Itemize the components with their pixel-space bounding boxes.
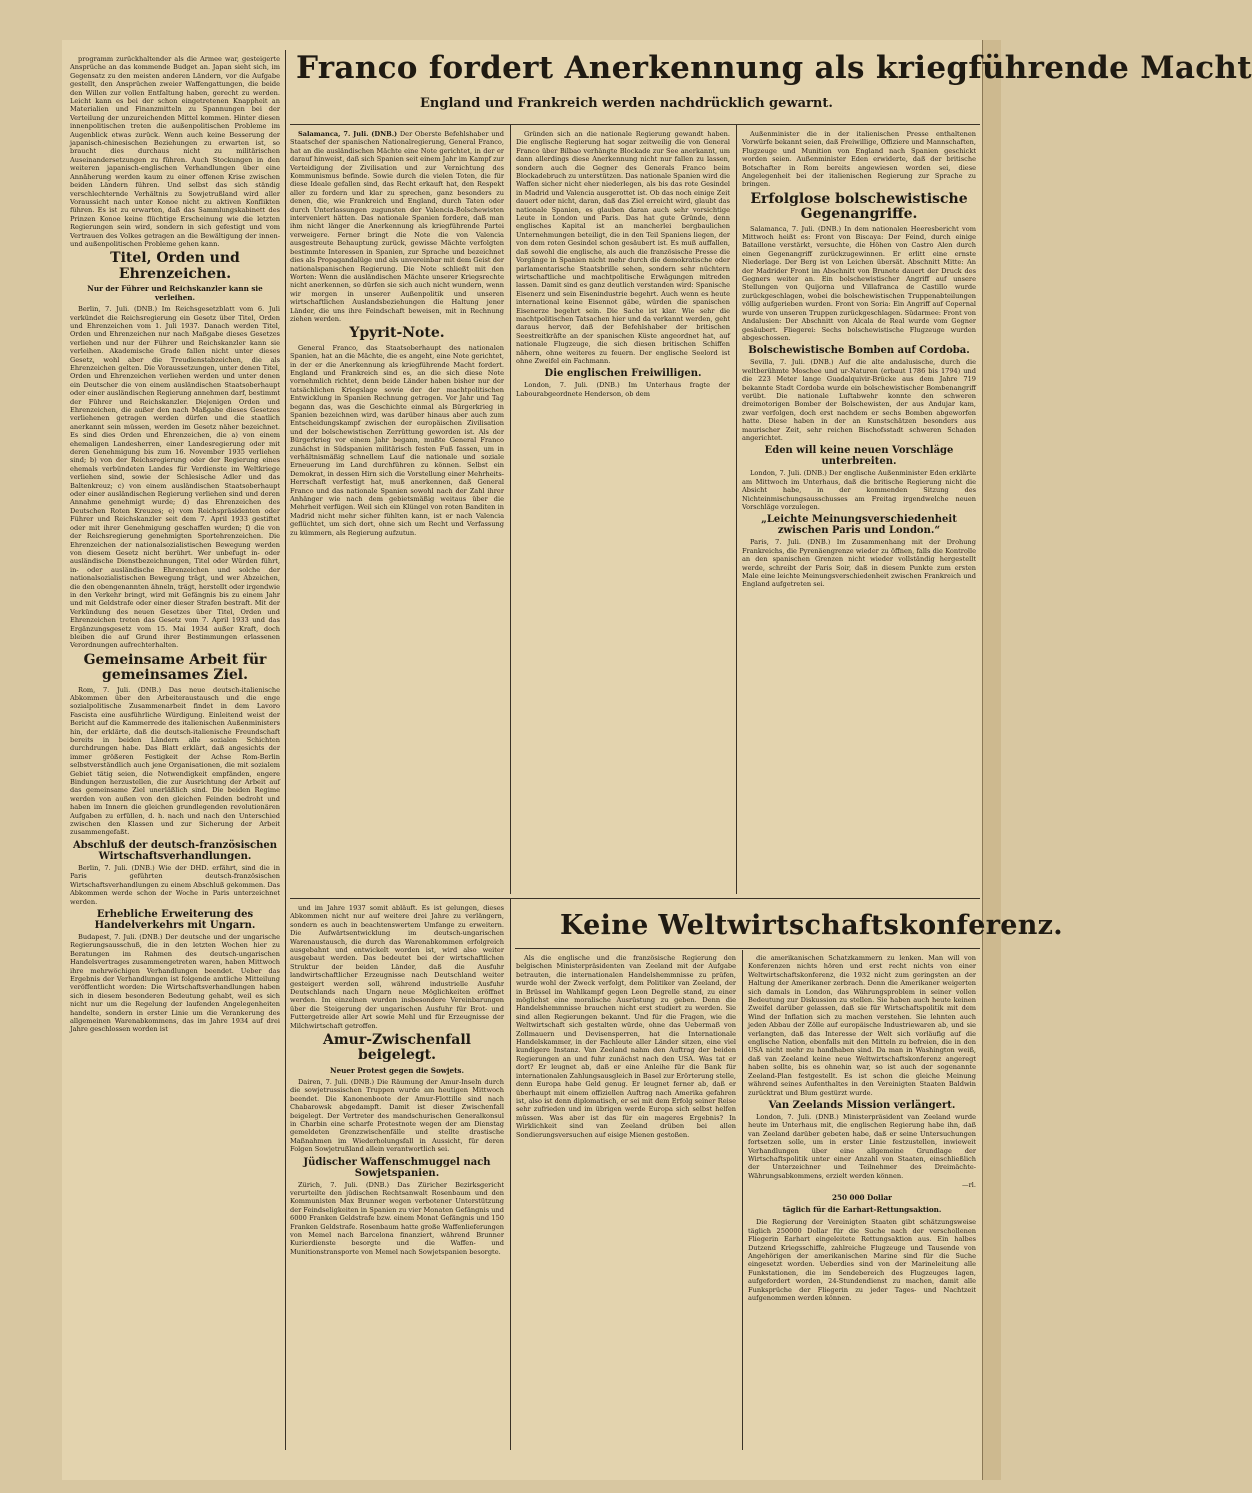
- lead-dateline: Salamanca, 7. Juli. (DNB.): [298, 130, 398, 138]
- lead-article-start: [290, 130, 504, 323]
- lead-column-3: [742, 130, 976, 890]
- lead-article-text: Der Oberste Befehlshaber und Staatschef der spanischen Nationalregierung, General Franco, hat an die ausländischen Mächte eine Note gerichtet, in der er darauf hinweist, daß sich Spanien seit einem Jahr im Kampf zur Verteidigung der Zivilisation und zur Vernichtung des Kommunismus befinde. Sowie durch die vielen Toten, die für diese Ideale gefallen sind, das Recht erkauft hat, den Respekt aller zu fordern und klar zu sprechen, ganz besonders zu denen, die, wie Frankreich und England, durch Taten oder durch Unterlassungen zugunsten der Valencia-Bolschewisten interveniert hätten. Das nationale Spanien fordere, daß man ihm nicht länger die Anerkennung als kriegführende Partei verweigere. Ferner bringt die Note die von Valencia ausgestreute Behauptung zurück, gewisse Mächte verfolgten bestimmte Interessen in Spanien, zur Sprache und bezeichnet dies als Propagandalüge und als unvereinbar mit dem Geist der nationalspanischen Regierung. Die Note schließt mit den Worten: Wenn die ausländischen Mächte unserer Kriegsrechte nicht anerkennen, so dürfen sie sich auch nicht wundern, wenn wir morgen in unserer Außenpolitik und unseren wirtschaftlichen Auslandsbeziehungen die Haltung jener Länder, die uns ihre Feindschaft beweisen, mit in Rechnung ziehen werden.: [290, 130, 504, 323]
- cordoba-headline: Bolschewistische Bomben auf Cordoba.: [748, 345, 970, 357]
- erfolglose-headline: Erfolglose bolschewistische Gegenangriffe.: [750, 190, 968, 223]
- lead-subheadline: England und Frankreich werden nachdrücklich gewarnt.: [420, 96, 833, 111]
- eden-headline: Eden will keine neuen Vorschläge unterbreiten.: [764, 445, 954, 468]
- amur-subheadline: Neuer Protest gegen die Sowjets.: [330, 1065, 464, 1075]
- left-column: [70, 55, 280, 1450]
- meinung-headline: „Leichte Meinungsverschiedenheit zwischen Paris und London.“: [761, 514, 957, 537]
- wk-headline: Keine Weltwirtschaftskonferenz.: [560, 910, 1063, 941]
- amur-headline: Amur-Zwischenfall beigelegt.: [322, 1032, 472, 1064]
- wk-column-2: [748, 954, 976, 1449]
- earhart-article: Die Regierung der Vereinigten Staaten gibt schätzungsweise täglich 250000 Dollar für die Suche nach der verschollenen Fliegerin Earhart eingeleitete Rettungsaktion aus. Ein halbes Dutzend Kriegsschiffe, zahlreiche Flugzeuge und Tausende von Angehörigen der amerikanischen Marine sind für die Suche eingesetzt worden. Ueberdies sind von der Marineleitung alle Funkstationen, die im Sendebereich des Flugzeuges lagen, aufgefordert worden, 24-Stundendienst zu machen, damit alle Funksprüche der Fliegerin zu jeder Tages- und Nachtzeit aufgenommen werden können.: [748, 1218, 976, 1303]
- page-binding-edge: [982, 40, 1001, 1480]
- arbeit-article: Rom, 7. Juli. (DNB.) Das neue deutsch-italienische Abkommen über den Arbeiteraustausch und die enge sozialpolitische Zusammenarbeit findet in dem Lavoro Fascista eine ausführliche Würdigung. Einleitend weist der Bericht auf die Kammerrede des italienischen Außenministers hin, der erklärte, daß die deutsch-italienische Freundschaft bereits in beiden Ländern alle sozialen Schichten durchdrungen habe. Das Blatt erklärt, daß angesichts der immer größeren Festigkeit der Achse Rom-Berlin selbstverständlich auch jene Organisationen, die mit sozialem Gebiet tätig seien, die Notwendigkeit empfänden, engere Bindungen herzustellen, die zur Ausrichtung der Arbeit auf das gemeinsame Ziel unerläßlich sind. Die beiden Regime werden von außen von den gleichen Feinden bedroht und haben im Innern die gleichen grundlegenden revolutionären Aufgaben zu erfüllen, d. h. nach und nach den Unterschied zwischen den Klassen und zur Sicherung der Arbeit zusammengefaßt.: [70, 685, 280, 837]
- amur-article: Dairen, 7. Juli. (DNB.) Die Räumung der Amur-Inseln durch die sowjetrussischen Truppen wurde am heutigen Mittwoch beendet. Die Kanonenboote der Amur-Flottille sind nach Chabarowsk abgedampft. Damit ist dieser Zwischenfall beigelegt. Der Vertreter des mandschurischen Generalkonsul in Charbin eine scharfe Protestnote wegen der am Dienstag gemeldeten Grenzzwischenfälle und stellte drastische Maßnahmen im Wiederholungsfall in Aussicht, für deren Folgen Sowjetrußland allein verantwortlich sei.: [290, 1077, 504, 1154]
- waffen-article: Zürich, 7. Juli. (DNB.) Das Züricher Bezirksgericht verurteilte den jüdischen Rechtsanwalt Rosenbaum und den Kommunisten Max Brunner wegen verbotener Unterstützung der Feindseligkeiten in Spanien zu vier Monaten Gefängnis und 6000 Franken Geldstrafe bzw. einem Monat Gefängnis und 150 Franken Geldstrafe. Rosenbaum hatte große Waffenlieferungen von Memel nach Barcelona finanziert, während Brunner Kurierdienste besorgte und die Waffen- und Munitionstransporte von Memel nach Sowjetspanien besorgte.: [290, 1180, 504, 1256]
- lead-headline: Franco fordert Anerkennung als kriegführende Macht: [296, 50, 1252, 86]
- arbeit-headline: Gemeinsame Arbeit für gemeinsames Ziel.: [83, 651, 267, 684]
- freiwillige-article: London, 7. Juli. (DNB.) Im Unterhaus fragte der Labourabgeordnete Henderson, ob dem: [516, 381, 730, 398]
- ypiri-headline: Ypyrit-Note.: [349, 325, 445, 342]
- zeeland-headline: Van Zeelands Mission verlängert.: [768, 1099, 956, 1111]
- eden-article: London, 7. Juli. (DNB.) Der englische Außenminister Eden erklärte am Mittwoch im Unterhaus, daß die britische Regierung nicht die Absicht habe, in der kommenden Sitzung des Nichteinmischungsausschusses am Freitag irgendwelche neuen Vorschläge vorzulegen.: [742, 469, 976, 511]
- wk-article: Als die englische und die französische Regierung den belgischen Ministerpräsidenten van Zeeland mit der Aufgabe betrauten, die internationalen Handelshemmnisse zu prüfen, wurde wohl der Zweck verfolgt, dem Politiker van Zeeland, der in Brüssel im Wahlkampf gegen Leon Degrelle stand, zu einer möglichst eine moralische Ausrüstung zu geben. Denn die Handelshemmnisse brauchen nicht erst studiert zu werden. Sie sind allen Regierungen bekannt. Und für die Fragen, wie die Weltwirtschaft sich gestalten würde, ohne das Uebermaß von Zollmauern und Devisensperren, hat die Internationale Handelskammer, in der Fachleute aller Länder sitzen, eine viel kundigere Instanz. Van Zeeland nahm den Auftrag der beiden Regierungen an und fuhr zunächst nach den USA. Was tat er dort? Er leugnet ab, daß er eine Anleihe für die Bank für internationalen Zahlungsausgleich in Basel zur Erörterung stelle, denn Europa habe Geld genug. Er leugnet ferner ab, daß er überhaupt mit einem offiziellen Auftrag nach Amerika gefahren ist, also ist denn diplomatisch, er sei mit dem Erfolg seiner Reise sehr zufrieden und im übrigen werde Europa sich selbst helfen müssen. Was aber ist das für ein mageres Ergebnis? In Wirklichkeit sind van Zeeland drüben bei allen Sondierungsversuchen auf eisige Mienen gestoßen.: [516, 954, 736, 1139]
- zeeland-article: London, 7. Juli. (DNB.) Ministerpräsident van Zeeland wurde heute im Unterhaus mit, die englischen Regierung habe ihn, daß van Zeeland darüber gebeten habe, daß er seine Untersuchungen fortsetzen solle, um in erster Linie festzustellen, inwieweit Verhandlungen über eine allgemeine Grundlage der Wirtschaftspolitik unter einer Anzahl von Staaten, einschließlich der Unterzeichner und Teilnehmer des Dreimächte-Währungsabkommens, erzielt werden können.: [748, 1112, 976, 1180]
- titel-subheadline: Nur der Führer und Reichskanzler kann sie verleihen.: [87, 284, 263, 303]
- ypiri-article: General Franco, das Staatsoberhaupt des nationalen Spanien, hat an die Mächte, die es angeht, eine Note gerichtet, in der er die Anerkennung als kriegführende Macht fordert. England und Frankreich sind es, an die sich diese Note vornehmlich richtet, denn beide Länder haben bisher nur der tatsächlichen Kriegslage sowie der der machtpolitischen Entwicklung in Spanien Rechnung getragen. Vor Jahr und Tag begann das, was die Geschichte einmal als Bürgerkrieg in Spanien bezeichnen wird, was darüber hinaus aber auch zum Entscheidungskampf zwischen der europäischen Zivilisation und der bolschewistischen Zerrüttung geworden ist. Als der Bürgerkrieg vor einem Jahr begann, mußte General Franco zunächst in Südspanien militärisch festen Fuß fassen, um in verhältnismäßig schnellem Lauf die nationale und soziale Erneuerung im Land durchführen zu können. Selbst ein Demokrat, in dessen Hirn sich die Vorstellung einer Mehrheits-Herrschaft verfestigt hat, muß anerkennen, daß General Franco und das nationale Spanien sowohl nach der Zahl ihrer Anhänger wie nach dem gebietsmäßig weitaus über die Mehrheit verfügen. Weil sich ein Klüngel von roten Banditen in Madrid nicht mehr sicher fühlten kann, ist er nach Valencia geflüchtet, um sich dort, ohne sich um Recht und Verfassung zu kümmern, als Regierung aufzutun.: [290, 343, 504, 537]
- handel-article: Budapest, 7. Juli. (DNB.) Der deutsche und der ungarische Regierungsausschuß, die in den letzten Wochen hier zu Beratungen im Rahmen des deutsch-ungarischen Handelsvertrages zusammengetreten waren, haben Mittwoch ihre mehrwöchigen Verhandlungen beendet. Ueber das Ergebnis der Verhandlungen ist folgende amtliche Mitteilung veröffentlicht worden: Die Wirtschaftsverhandlungen haben sich in diesem besonderen Bedeutung gehabt, weil es sich nicht nur um die Regelung der laufenden Angelegenheiten handelte, sondern in erster Linie um die Verankerung des allgemeinen Warenabkommens, das im Jahre 1934 auf drei Jahre geschlossen worden ist: [70, 932, 280, 1034]
- waffen-headline: Jüdischer Waffenschmuggel nach Sowjetspanien.: [303, 1156, 491, 1179]
- earhart-amount: 250 000 Dollar: [832, 1192, 892, 1202]
- wk-article-continued: die amerikanischen Schatzkammern zu lenken. Man will von Konferenzen nichts hören und erst recht nichts von einer Weltwirtschaftskonferenz, die 1932 nicht zum geringsten an der Haltung der Amerikaner zerbrach. Denn die Amerikaner weigerten sich damals in London, das Währungsproblem in seiner vollen Bedeutung zur Diskussion zu stellen. Sie haben auch heute keinen Zweifel darüber gelassen, daß sie für Wirtschaftspolitik mit dem Wind der Inflation sich zu machen verstehen. Sie lehnten auch jeden Abbau der Zölle auf europäische Industriewaren ab, und sie verlangten, daß das Interesse der Welt sich vorläufig auf die englische Nation, ebenfalls mit den Mitteln zu befreien, die in den USA nicht mehr zu handhaben sind. Da man in Washington weiß, daß van Zeeland keine neue Weltwirtschaftskonferenz angeregt haben sollte, bis es ohnehin war, so ist auch der sogenannte Zeeland-Plan festgestellt. Es ist schon die gleiche Meinung während seines Aufenthaltes in den Vereinigten Staaten Baldwin zurücktrat und Blum gestürzt wurde.: [748, 954, 976, 1097]
- titel-article: Berlin, 7. Juli. (DNB.) Im Reichsgesetzblatt vom 6. Juli verkündet die Reichsregierung ein Gesetz über Titel, Orden und Ehrenzeichen vom 1. Juli 1937. Danach werden Titel, Orden und Ehrenzeichen nur nach Maßgabe dieses Gesetzes verliehen und nur der Führer und Reichskanzler kann sie verleihen. Akademische Grade fallen nicht unter dieses Gesetz, wohl aber die Treudienstabzeichen, die als Ehrenzeichen gelten. Die Voraussetzungen, unter denen Titel, Orden und Ehrenzeichen verliehen werden und unter denen ein Deutscher die von einem ausländischen Staatsoberhaupt oder einer ausländischen Regierung annehmen darf, bestimmt der Führer und Reichskanzler. Diejenigen Orden und Ehrenzeichen, die außer den nach Maßgabe dieses Gesetzes verliehenen getragen werden dürfen und die staatlich anerkannt sein müssen, werden im Gesetz näher bezeichnet. Es sind dies Orden und Ehrenzeichen, die a) von einem ehemaligen Landesherren, einer Landesregierung oder mit deren Genehmigung bis zum 16. November 1935 verliehen sind; b) von der Reichsregierung oder der Regierung eines ehemals verbündeten Landes für Verdienste im Weltkriege verliehen sind, sowie der Schlesische Adler und das Baltenkreuz; c) von einem ausländischen Staatsoberhaupt oder einer ausländischen Regierung verliehen sind und deren Annahme genehmigt wurde; d) das Ehrenzeichen des Deutschen Roten Kreuzes; e) vom Reichspräsidenten oder Führer und Reichskanzler seit dem 7. April 1933 gestiftet oder mit ihrer Genehmigung geschaffen wurden; f) die von der Reichsregierung genehmigten Sportehrenzeichen. Die Ehrenzeichen der nationalsozialistischen Bewegung werden von diesem Gesetz nicht berührt. Wer unbefugt in- oder ausländische Dienstbezeichnungen, Titel oder Würden führt, in- oder ausländische Ehrenzeichen und solche der nationalsozialistischen Bewegung trägt, und wer Abzeichen, die den obengenannten ähneln, trägt, herstellt oder irgendwie in den Verkehr bringt, wird mit Gefängnis bis zu einem Jahr und mit Geldstrafe oder einer dieser Strafen bestraft. Mit der Verkündung des neuen Gesetzes über Titel, Orden und Ehrenzeichen treten das Gesetz vom 7. April 1933 und das Ergänzungsgesetz vom 15. Mai 1934 außer Kraft, doch bleiben die auf Grund ihrer Bestimmungen erlassenen Verordnungen aufrechterhalten.: [70, 305, 280, 650]
- handel-article-continued: und im Jahre 1937 somit abläuft. Es ist gelungen, dieses Abkommen nicht nur auf weitere drei Jahre zu verlängern, sondern es auch in beachtenswertem Umfange zu erweitern. Die Aufwärtsentwicklung im deutsch-ungarischen Warenaustausch, die durch das Warenabkommen erfolgreich ausgebahnt und entwickelt worden ist, wird also weiter ausgebaut werden. Das bedeutet bei der wirtschaftlichen Struktur der beiden Länder, daß die Ausfuhr landwirtschaftlicher Erzeugnisse nach Deutschland weiter gesteigert werden soll, während industrielle Ausfuhr Deutschlands nach Ungarn neue Möglichkeiten eröffnet werden. Im einzelnen wurden insbesondere Vereinbarungen über die Steigerung der ungarischen Ausfuhr für Brot- und Futtergetreide aller Art sowie Mehl und für Erzeugnisse der Milchwirtschaft getroffen.: [290, 904, 504, 1030]
- abschluss-article: Berlin, 7. Juli. (DNB.) Wie der DHD. erfährt, sind die in Paris geführten deutsch-französischen Wirtschaftsverhandlungen zu einem Abschluß gekommen. Das Abkommen werde schon der Woche in Paris unterzeichnet werden.: [70, 863, 280, 906]
- erfolglose-article: Salamanca, 7. Juli. (DNB.) In dem nationalen Heeresbericht vom Mittwoch heißt es: Front von Biscaya: Der Feind, durch einige Bataillone verstärkt, versuchte, die Höhen von Castro Alen durch einen Gegenangriff zurückzugewinnen. Er erlitt eine ernste Niederlage. Der Berg ist von Leichen übersät. Abschnitt Mitte: An der Madrider Front im Abschnitt von Brunete dauert der Druck des Gegners weiter an. Ein bolschewistischer Angriff auf unsere Stellungen von Quijorna und Villafranca de Castillo wurde zurückgeschlagen, wobei die bolschewistischen Truppenabteilungen völlig aufgerieben wurden. Front von Soria: Ein Angriff auf Copernal wurde von unseren Truppen zurückgeschlagen. Südarmee: Front von Andalusien: Der Abschnitt von Alcala de Real wurde vom Gegner gesäubert. Fliegerei: Sechs bolschewistische Flugzeuge wurden abgeschossen.: [742, 224, 976, 342]
- lead-column-2: [516, 130, 730, 890]
- abschluss-headline: Abschluß der deutsch-französischen Wirtschaftsverhandlungen.: [72, 839, 278, 862]
- freiwillige-headline: Die englischen Freiwilligen.: [544, 368, 702, 380]
- earhart-subheadline: täglich für die Earhart-Rettungsaktion.: [782, 1204, 942, 1214]
- wk-column-1: [516, 954, 736, 1449]
- lead-column-1: [290, 130, 504, 890]
- left-top-article: programm zurückhaltender als die Armee war, gesteigerte Ansprüche an das kommende Budget an. Japan sieht sich, im Gegensatz zu den meisten anderen Ländern, vor die Aufgabe gestellt, den Ansprüchen zweier Waffengattungen, die beide den Willen zur vollen Entfaltung haben, gerecht zu werden. Leicht kann es bei der schon eingetretenen Knappheit an Materialien und Finanzmitteln zu Spannungen bei der Verteilung der unzureichenden Mittel kommen. Hinter diesen innenpolitischen treten die außenpolitischen Probleme im Augenblick etwas zurück. Wenn auch keine Besserung der japanisch-chinesischen Beziehungen zu erwarten ist, so braucht dies durchaus nicht zu militärischen Auseinandersetzungen zu führen. Auch Stockungen in den weiteren japanisch-englischen Verhandlungen über eine Annäherung werden kaum zu einer offenen Krise zwischen beiden Ländern führen. Und selbst das sich ständig verschlechternde Verhältnis zu Sowjetrußland wird aller Voraussicht nach unter Konoe nicht zu aktiven Konflikten führen. Es ist zu erwarten, daß das Sammlungskabinett des Prinzen Konoe keine flüchtige Erscheinung wie die letzten Regierungen sein wird, sondern in sich gefestigt und vom Vertrauen des Volkes getragen an die Bewältigung der innen- und außenpolitischen Probleme gehen kann.: [70, 55, 280, 248]
- cordoba-article: Sevilla, 7. Juli. (DNB.) Auf die alte andalusische, durch die weltberühmte Moschee und ur-Naturen (erbaut 1786 bis 1794) und die 223 Meter lange Guadalquivir-Brücke aus dem Jahre 719 bekannte Stadt Cordoba wurde ein bolschewistischer Bombenangriff verübt. Die nationale Luftabwehr konnte den schweren dreimotorigen Bomber der Bolschewisten, der aus Andujar kam, zwar verfolgen, doch erst nachdem er sechs Bomben abgeworfen hatte. Diese haben in der an Kunstschätzen besonders aus maurischer Zeit, sehr reichen Bischofsstadt schweren Schaden angerichtet.: [742, 358, 976, 442]
- handel-headline: Erhebliche Erweiterung des Handelverkehrs mit Ungarn.: [94, 908, 256, 931]
- article-signature: —rl.: [962, 1181, 976, 1190]
- meinung-article: Paris, 7. Juli. (DNB.) Im Zusammenhang mit der Drohung Frankreichs, die Pyrenäengrenze wieder zu öffnen, falls die Kontrolle an den spanischen Grenzen nicht wieder vollständig hergestellt werde, schreibt der Paris Soir, daß in diesem Punkte zum ersten Male eine leichte Meinungsverschiedenheit zwischen Frankreich und England aufgetreten sei.: [742, 538, 976, 589]
- titel-headline: Titel, Orden und Ehrenzeichen.: [110, 250, 240, 282]
- middle-lower-column: [290, 904, 504, 1449]
- eden-answer-article: Außenminister die in der italienischen Presse enthaltenen Vorwürfe bekannt seien, daß Freiwillige, Offiziere und Mannschaften, Flugzeuge und Munition von England nach Spanien geschickt worden seien. Außenminister Eden erwiderte, daß der britische Botschafter in Rom bereits angewiesen worden sei, diese Angelegenheit bei der italienischen Regierung zur Sprache zu bringen.: [742, 130, 976, 189]
- lead-article-continued: Gründen sich an die nationale Regierung gewandt haben. Die englische Regierung hat sogar zeitweilig die von General Franco über Bilbao verhängte Blockade zur See anerkannt, um dann allerdings diese Anerkennung nicht nur fallen zu lassen, sondern auch die Gegner des Generals Franco beim Blockadebruch zu unterstützen. Das nationale Spanien wird die Waffen sicher nicht eher niederlegen, als bis das rote Gesindel in Madrid und Valencia ausgerottet ist. Ob das noch einige Zeit dauert oder nicht, daran, daß das Ziel erreicht wird, glaubt das nationale Spanien, es glauben daran auch sehr vorsichtige Leute in London und Paris. Das hat gute Gründe, denn englisches Kapital ist an mancherlei bergbaulichen Unternehmungen beteiligt, die in den Teil Spaniens liegen, der von dem roten Gesindel schon gesäubert ist. Es muß auffallen, daß sowohl die englische, als auch die französische Presse die Vorgänge in Spanien nicht mehr durch die demokratische oder parlamentarische Staatsbrille sehen, sondern sehr nüchtern wirtschaftliche und machtpolitische Erwägungen mitreden lassen. Damit sind es ganz deutlich verstanden wird: Spanische Eisenerz und sein Eisenindustrie begehrt. Auch wenn es heute international keine Eisennot gäbe, würden die spanischen Eisenerze begehrt sein. Die Sache ist klar. Wie sehr die machtpolitischen Tatsachen hier und da verkannt werden, geht daraus hervor, daß der Befehlshaber der britischen Seestreitkräfte an der spanischen Küste angeordnet hat, auf nationale Flugzeuge, die sich diesen britischen Schiffen nähern, ohne weiteres zu feuern. Der englische Seelord ist ohne Zweifel ein Fachmann.: [516, 130, 730, 365]
